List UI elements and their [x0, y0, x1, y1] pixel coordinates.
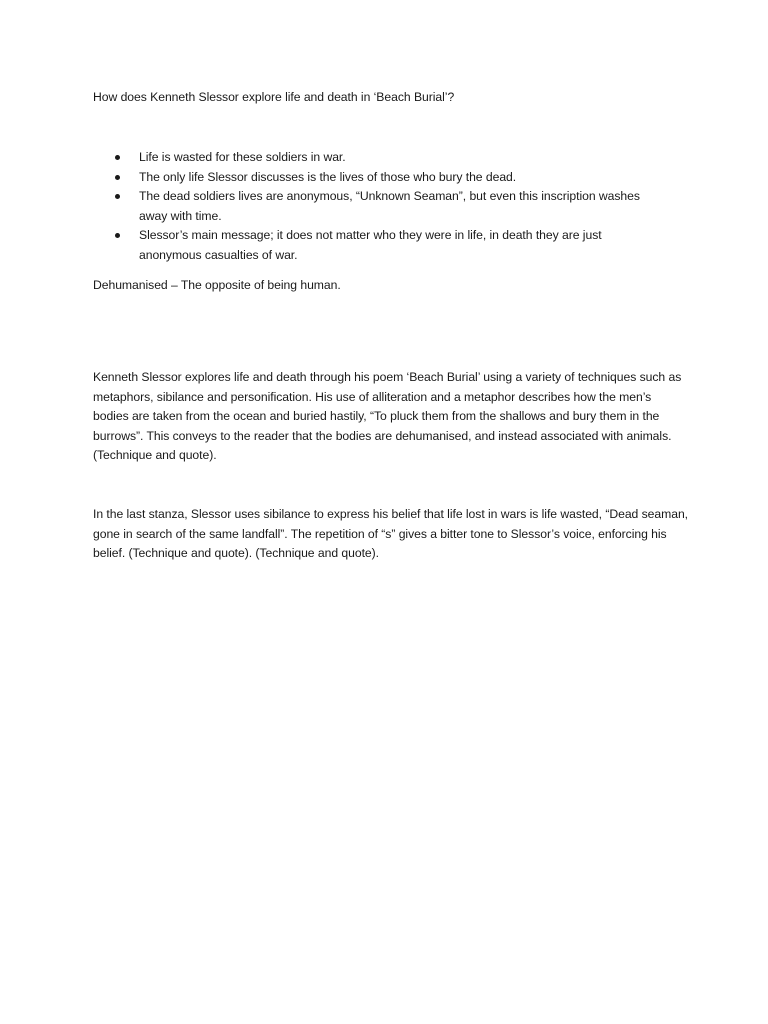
bullet-item — [93, 226, 653, 265]
bullet-icon — [115, 175, 120, 180]
body-paragraph: Kenneth Slessor explores life and death through his poem ‘Beach Burial’ using a variety of techniques such as metaphors, sibilance and personification. His use of alliteration and a metaphor describes how the men’s bodies are taken from the ocean and buried hastily, “To pluck them from the shallows and bury them in the burrows”. This conveys to the reader that the bodies are dehumanised, and instead associated with animals. (Technique and quote). — [93, 370, 682, 462]
bullet-text: The dead soldiers lives are anonymous, “Unknown Seaman”, but even this inscription washes away with time. — [139, 189, 640, 223]
bullet-icon — [115, 233, 120, 238]
essay-question: How does Kenneth Slessor explore life and death in ‘Beach Burial’? — [93, 90, 455, 104]
bullet-list — [93, 148, 653, 265]
body-paragraph: In the last stanza, Slessor uses sibilance to express his belief that life lost in wars is life wasted, “Dead seaman, gone in search of the same landfall”. The repetition of “s” gives a bitter tone to Slessor’s voice, enforcing his belief. (Technique and quote). (Technique and quote). — [93, 507, 689, 560]
bullet-text: Slessor’s main message; it does not matter who they were in life, in death they are just anonymous casualties of war. — [139, 228, 602, 262]
bullet-item — [93, 168, 653, 188]
bullet-item — [93, 187, 653, 226]
bullet-text: The only life Slessor discusses is the lives of those who bury the dead. — [139, 169, 517, 184]
bullet-text: Life is wasted for these soldiers in war. — [139, 150, 346, 164]
bullet-icon — [115, 194, 120, 199]
bullet-icon — [115, 155, 120, 160]
definition-line: Dehumanised – The opposite of being human. — [93, 278, 341, 292]
bullet-item — [93, 148, 653, 168]
